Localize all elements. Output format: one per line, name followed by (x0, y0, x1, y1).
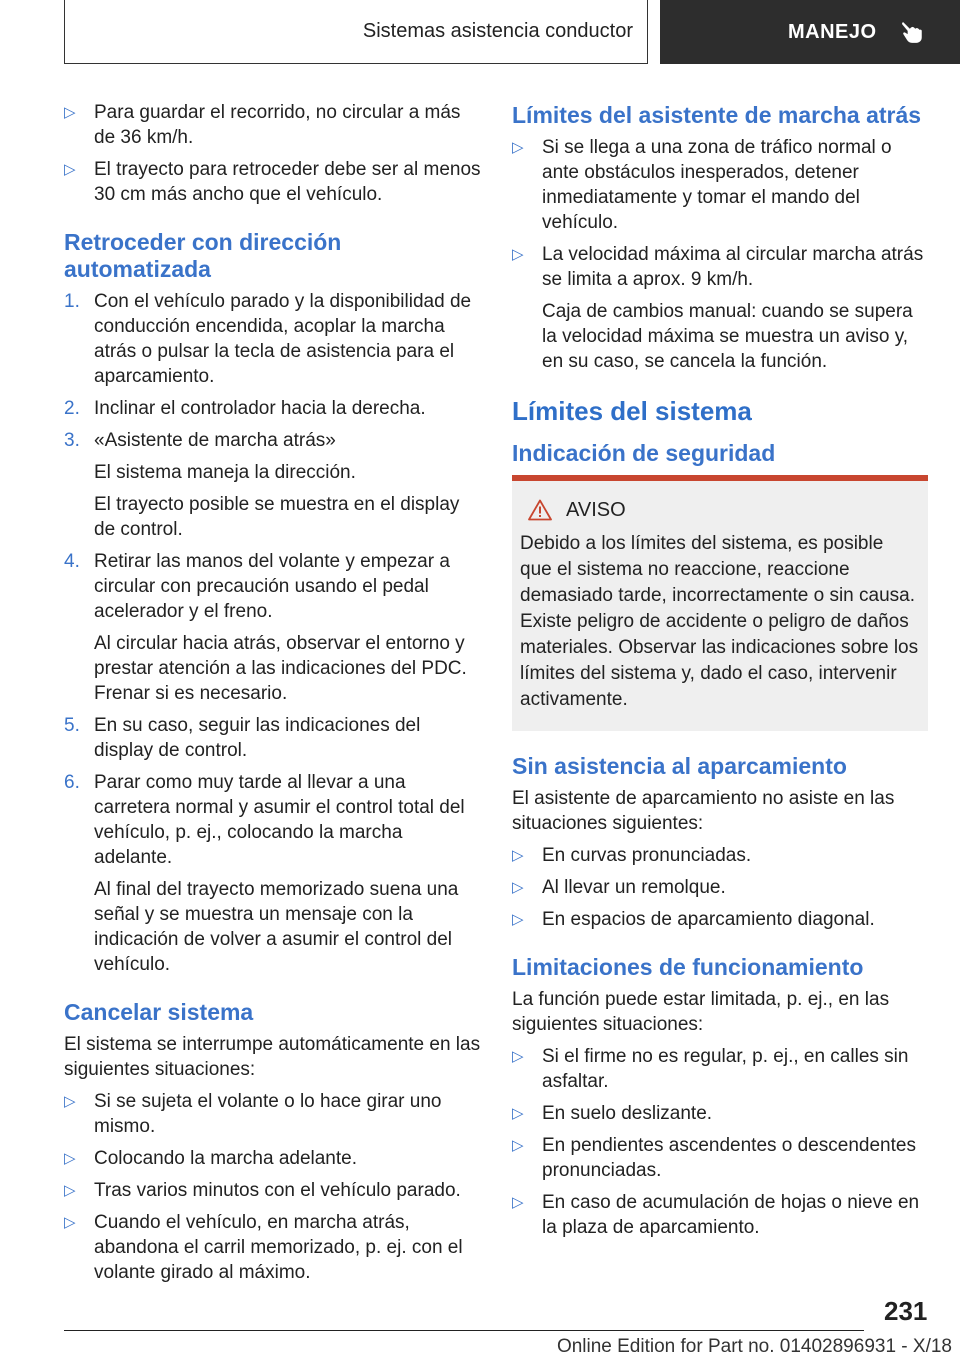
list-item: ▷ En pendientes ascendentes o descendentes pronunciadas. (512, 1135, 916, 1181)
bullet-triangle-icon: ▷ (512, 139, 524, 156)
list-item: ▷ El trayecto para retroceder debe ser al menos 30 cm más ancho que el vehículo. (64, 159, 481, 205)
list-item: ▷ Si se llega a una zona de tráfico normal o ante obstáculos inesperados, detener inmediatamente y tomar el mando del vehículo. (512, 137, 892, 233)
list-item: ▷ Si se sujeta el volante o lo hace girar uno mismo. (64, 1091, 442, 1137)
step-item: 2. Inclinar el controlador hacia la derecha. (64, 398, 426, 419)
step-item: 3. «Asistente de marcha atrás» (64, 430, 336, 451)
step-number: 4. (64, 551, 80, 572)
cancel-intro: El sistema se interrumpe automáticamente en las siguientes situaciones: (64, 1034, 481, 1080)
bullet-triangle-icon: ▷ (512, 246, 524, 263)
step-detail: Al final del trayecto memorizado suena una señal y se muestra un mensaje con la indicación de volver a asumir el control del vehículo. (94, 879, 459, 975)
step-detail: El trayecto posible se muestra en el display de control. (94, 494, 460, 540)
warning-body: Debido a los límites del sistema, es posible que el sistema no reaccione, reaccione demasiado tarde, incorrectamente o sin causa. Existe peligro de accidente o peligro de daños materiales. Observar las indicaciones sobre los límites del sistema y, dado el caso, intervenir activamente. (520, 533, 919, 710)
heading-safety-notice: Indicación de seguridad (512, 440, 776, 466)
bullet-triangle-icon: ▷ (64, 1093, 76, 1110)
step-number: 5. (64, 715, 80, 736)
bullet-triangle-icon: ▷ (512, 911, 524, 928)
hand-pointer-icon (899, 19, 925, 45)
bullet-triangle-icon: ▷ (64, 1214, 76, 1231)
list-item: ▷ Al llevar un remolque. (512, 877, 726, 898)
func-intro: La función puede estar limitada, p. ej., en las siguientes situaciones: (512, 989, 890, 1035)
header-chapter-tab (660, 0, 960, 64)
heading-no-parking-assist: Sin asistencia al aparcamiento (512, 753, 847, 779)
list-item: ▷ En curvas pronunciadas. (512, 845, 752, 866)
step-number: 6. (64, 772, 80, 793)
bullet-triangle-icon: ▷ (64, 1150, 76, 1167)
step-detail: Al circular hacia atrás, observar el entorno y prestar atención a las indicaciones del PDC. Frenar si es necesario. (94, 633, 467, 704)
list-item: ▷ Colocando la marcha adelante. (64, 1148, 358, 1169)
heading-cancel-system: Cancelar sistema (64, 999, 254, 1025)
bullet-triangle-icon: ▷ (64, 161, 76, 178)
footer-edition: Online Edition for Part no. 01402896931 - X/18 (556, 1336, 952, 1357)
bullet-triangle-icon: ▷ (512, 1105, 524, 1122)
warning-title-text: AVISO (566, 499, 626, 521)
header-section-title (64, 0, 648, 64)
right-column (512, 100, 928, 1247)
step-item: 4. Retirar las manos del volante y empezar a circular con precaución usando el pedal acelerador y el freno. (64, 551, 450, 622)
list-item: ▷ La velocidad máxima al circular marcha atrás se limita a aprox. 9 km/h. (512, 244, 924, 290)
bullet-triangle-icon: ▷ (512, 1137, 524, 1154)
step-item: 6. Parar como muy tarde al llevar a una carretera normal y asumir el control total del vehículo, p. ej., colocando la marcha adelante. (64, 772, 465, 868)
list-item: ▷ Cuando el vehículo, en marcha atrás, abandona el carril memorizado, p. ej. con el volante girado al máximo. (64, 1212, 463, 1283)
heading-function-limitations: Limitaciones de funcionamiento (512, 954, 864, 980)
step-number: 3. (64, 430, 80, 451)
step-number: 1. (64, 291, 80, 312)
page-number: 231 (884, 1296, 928, 1326)
list-item: ▷ Para guardar el recorrido, no circular a más de 36 km/h. (64, 102, 461, 148)
step-item: 5. En su caso, seguir las indicaciones del display de control. (64, 715, 421, 761)
warning-box (512, 475, 928, 731)
footer-divider (64, 1330, 864, 1331)
warning-triangle-icon (528, 499, 552, 521)
step-number: 2. (64, 398, 80, 419)
heading-system-limits: Límites del sistema (512, 396, 752, 426)
bullet-triangle-icon: ▷ (512, 847, 524, 864)
bullet-triangle-icon: ▷ (64, 1182, 76, 1199)
list-item: ▷ Si el firme no es regular, p. ej., en calles sin asfaltar. (512, 1046, 909, 1092)
list-item: ▷ En caso de acumulación de hojas o nieve en la plaza de aparcamiento. (512, 1192, 920, 1238)
left-column (64, 100, 482, 1292)
bullet-triangle-icon: ▷ (512, 1048, 524, 1065)
heading-reverse-assist-limits: Límites del asistente de marcha atrás (512, 102, 922, 128)
step-item: 1. Con el vehículo parado y la disponibilidad de conducción encendida, acoplar la marcha atrás o pulsar la tecla de asistencia para el aparcamiento. (64, 291, 472, 387)
header-section-text: Sistemas asistencia conductor (362, 20, 633, 42)
heading-auto-steering: Retroceder con dirección automatizada (64, 229, 342, 282)
manual-gearbox-note: Caja de cambios manual: cuando se supera la velocidad máxima se muestra un aviso y, en su caso, se cancela la función. (542, 301, 913, 372)
bullet-triangle-icon: ▷ (64, 104, 76, 121)
header-chapter-text: MANEJO (788, 20, 877, 43)
page-header (0, 0, 960, 66)
list-item: ▷ En suelo deslizante. (512, 1103, 713, 1124)
step-detail: El sistema maneja la dirección. (94, 462, 356, 483)
no-assist-intro: El asistente de aparcamiento no asiste en las situaciones siguientes: (512, 788, 895, 834)
bullet-triangle-icon: ▷ (512, 1194, 524, 1211)
bullet-triangle-icon: ▷ (512, 879, 524, 896)
list-item: ▷ En espacios de aparcamiento diagonal. (512, 909, 875, 930)
warning-title (520, 497, 920, 523)
list-item: ▷ Tras varios minutos con el vehículo parado. (64, 1180, 461, 1201)
